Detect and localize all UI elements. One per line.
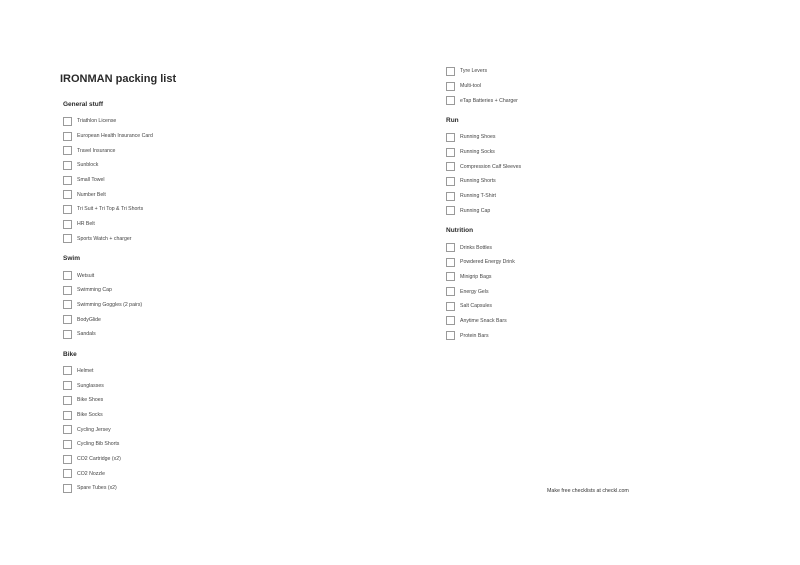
checkbox[interactable]: [63, 455, 72, 464]
item-label: Protein Bars: [460, 332, 489, 339]
item-label: Triathlon License: [77, 118, 117, 125]
item-label: Running Shorts: [460, 178, 496, 185]
checklist-item[interactable]: [63, 232, 363, 247]
checkbox[interactable]: [446, 192, 455, 201]
item-label: Salt Capsules: [460, 303, 493, 310]
checklist-item[interactable]: [446, 270, 746, 285]
section-bike-continued: [446, 64, 746, 108]
checklist-item[interactable]: [63, 452, 363, 467]
item-label: Tyre Levers: [460, 68, 488, 75]
item-label: Running Socks: [460, 149, 495, 156]
section-heading: Bike: [63, 350, 77, 358]
item-label: Number Belt: [77, 191, 106, 198]
item-label: Multi-tool: [460, 83, 482, 90]
checklist-item[interactable]: [446, 130, 746, 145]
item-label: Cycling Bib Shorts: [77, 441, 120, 448]
item-label: HR Belt: [77, 221, 95, 228]
checklist-item[interactable]: [446, 328, 746, 343]
section-heading: Swim: [63, 255, 80, 263]
checklist-item[interactable]: [63, 408, 363, 423]
item-label: Sunblock: [77, 162, 99, 169]
checkbox[interactable]: [446, 316, 455, 325]
item-label: Running Shoes: [460, 134, 496, 141]
checklist-item[interactable]: [63, 283, 363, 298]
checkbox[interactable]: [446, 206, 455, 215]
item-label: Bike Shoes: [77, 397, 104, 404]
item-label: Wetsuit: [77, 272, 95, 279]
checkbox[interactable]: [446, 162, 455, 171]
checkbox[interactable]: [63, 190, 72, 199]
item-label: Swimming Cap: [77, 287, 112, 294]
section-run: [446, 116, 746, 218]
page-title: IRONMAN packing list: [60, 73, 177, 85]
checklist-item[interactable]: [63, 114, 363, 129]
section-heading: Nutrition: [446, 227, 474, 235]
checkbox[interactable]: [63, 161, 72, 170]
checkbox[interactable]: [63, 396, 72, 405]
checkbox[interactable]: [63, 484, 72, 493]
item-label: CO2 Cartridge (x2): [77, 456, 121, 463]
item-label: Small Towel: [77, 177, 105, 184]
checklist-item[interactable]: [63, 466, 363, 481]
checkbox[interactable]: [63, 469, 72, 478]
left-column: [63, 100, 363, 504]
checklist-item[interactable]: [63, 378, 363, 393]
checkbox[interactable]: [63, 117, 72, 126]
checkbox[interactable]: [446, 287, 455, 296]
checkbox[interactable]: [63, 411, 72, 420]
checkbox[interactable]: [63, 330, 72, 339]
checkbox[interactable]: [446, 82, 455, 91]
section-heading: General stuff: [63, 101, 104, 108]
checklist-item[interactable]: [63, 187, 363, 202]
item-label: Powdered Energy Drink: [460, 259, 515, 266]
footer-note: Make free checklists at checkl.com: [547, 488, 629, 494]
section-bike: [63, 350, 363, 496]
checklist-item[interactable]: [446, 240, 746, 255]
section-general-stuff: [63, 100, 363, 246]
item-label: Sandals: [77, 331, 96, 338]
checklist-item[interactable]: [63, 158, 363, 173]
right-column: [446, 64, 746, 351]
checklist-item[interactable]: [63, 481, 363, 496]
section-nutrition: [446, 226, 746, 343]
checklist-item[interactable]: [446, 204, 746, 219]
checklist-item[interactable]: [446, 314, 746, 329]
item-label: Swimming Goggles (2 pairs): [77, 301, 143, 308]
item-label: Spare Tubes (x2): [77, 485, 117, 492]
checkbox[interactable]: [63, 205, 72, 214]
item-label: eTap Batteries + Charger: [460, 97, 518, 104]
section-swim: [63, 254, 363, 341]
checkbox[interactable]: [63, 286, 72, 295]
item-label: Anytime Snack Bars: [460, 317, 507, 324]
checkbox[interactable]: [63, 315, 72, 324]
checkbox[interactable]: [63, 146, 72, 155]
checkbox[interactable]: [446, 177, 455, 186]
checkbox[interactable]: [446, 133, 455, 142]
checklist-item[interactable]: [63, 268, 363, 283]
item-label: Running Cap: [460, 207, 491, 214]
item-label: Sunglasses: [77, 382, 104, 389]
checklist-item[interactable]: [63, 217, 363, 232]
checkbox[interactable]: [63, 366, 72, 375]
checklist-item[interactable]: [63, 143, 363, 158]
checkbox[interactable]: [63, 300, 72, 309]
checklist-item[interactable]: [446, 93, 746, 108]
checklist-item[interactable]: [63, 327, 363, 342]
item-label: BodyGlide: [77, 316, 101, 323]
checklist-item[interactable]: [446, 299, 746, 314]
checkbox[interactable]: [446, 243, 455, 252]
item-label: Tri Suit + Tri Top & Tri Shorts: [77, 206, 144, 213]
item-label: Cycling Jersey: [77, 426, 111, 433]
item-label: Bike Socks: [77, 412, 103, 419]
checkbox[interactable]: [446, 67, 455, 76]
checkbox[interactable]: [446, 272, 455, 281]
checkbox[interactable]: [446, 148, 455, 157]
checkbox[interactable]: [63, 381, 72, 390]
checkbox[interactable]: [446, 258, 455, 267]
checkbox[interactable]: [63, 220, 72, 229]
checkbox[interactable]: [63, 176, 72, 185]
checklist-item[interactable]: [63, 393, 363, 408]
section-heading: Run: [446, 117, 459, 125]
checkbox[interactable]: [63, 234, 72, 243]
item-label: Sports Watch + charger: [77, 235, 132, 242]
item-label: CO2 Nozzle: [77, 470, 105, 477]
checklist-item[interactable]: [63, 298, 363, 313]
checklist-item[interactable]: [446, 159, 746, 174]
checklist-item[interactable]: [63, 202, 363, 217]
item-label: Compression Calf Sleeves: [460, 163, 522, 170]
item-label: Travel Insurance: [77, 147, 116, 154]
checklist-item[interactable]: [63, 173, 363, 188]
checklist-item[interactable]: [446, 189, 746, 204]
checkbox[interactable]: [63, 132, 72, 141]
checklist-item[interactable]: [63, 364, 363, 379]
checklist-item[interactable]: [63, 437, 363, 452]
item-label: Minigrip Bags: [460, 273, 492, 280]
checkbox[interactable]: [63, 425, 72, 434]
checkbox[interactable]: [446, 96, 455, 105]
checklist-item[interactable]: [446, 145, 746, 160]
checklist-item[interactable]: [446, 79, 746, 94]
checkbox[interactable]: [63, 271, 72, 280]
item-label: Energy Gels: [460, 288, 489, 295]
checklist-item[interactable]: [446, 255, 746, 270]
checklist-item[interactable]: [446, 174, 746, 189]
item-label: Drinks Bottles: [460, 244, 492, 251]
item-label: Helmet: [77, 367, 94, 374]
checklist-item[interactable]: [446, 284, 746, 299]
checkbox[interactable]: [63, 440, 72, 449]
item-label: Running T-Shirt: [460, 193, 496, 200]
item-label: European Health Insurance Card: [77, 133, 153, 140]
checklist-item[interactable]: [63, 312, 363, 327]
checklist-item[interactable]: [63, 422, 363, 437]
checklist-item[interactable]: [63, 129, 363, 144]
checklist-item[interactable]: [446, 64, 746, 79]
checkbox[interactable]: [446, 331, 455, 340]
checkbox[interactable]: [446, 302, 455, 311]
